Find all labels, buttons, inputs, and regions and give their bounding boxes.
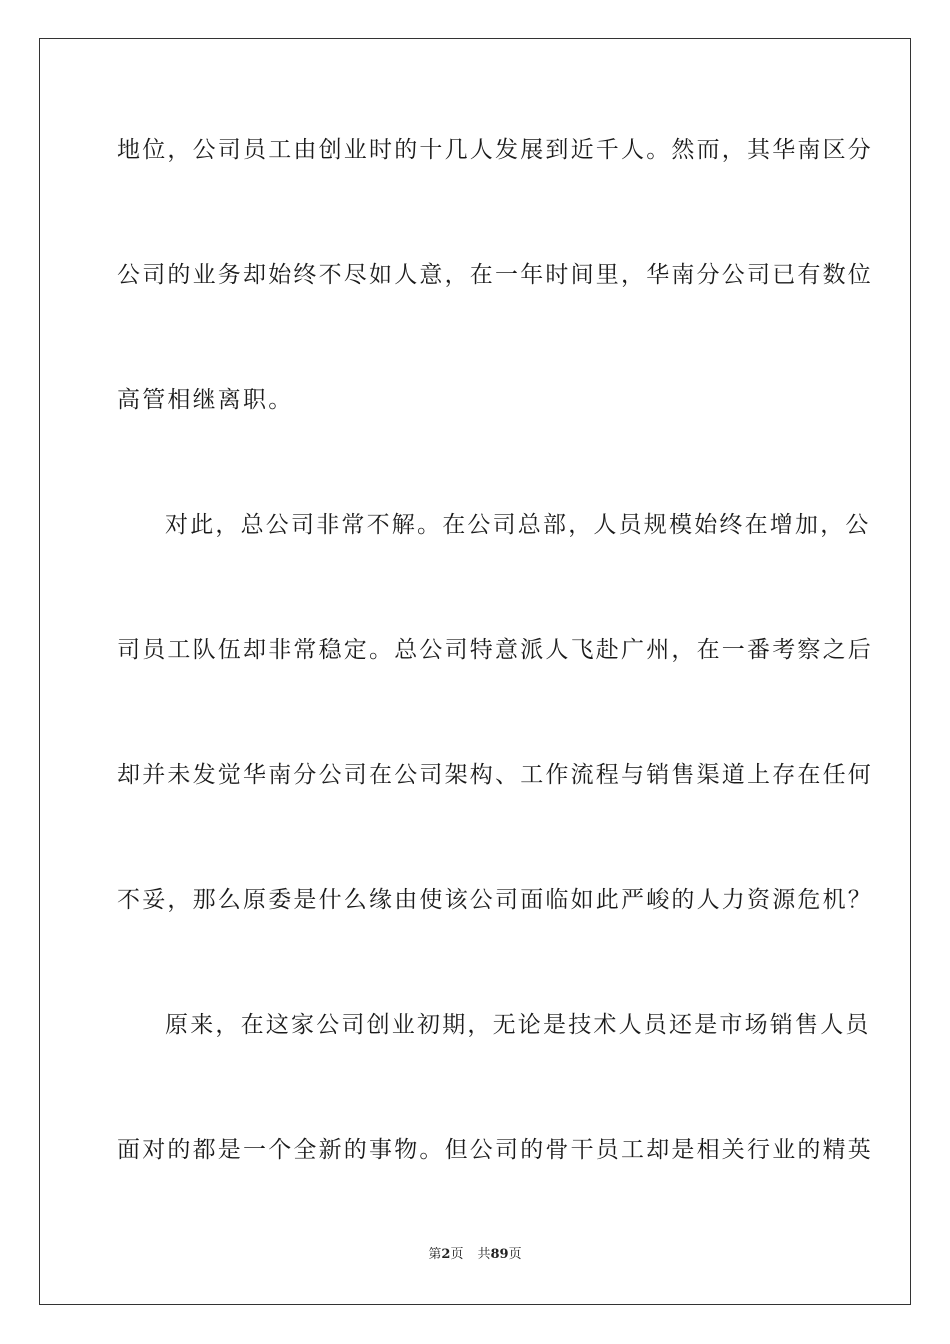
body-line-4: 对此，总公司非常不解。在公司总部，人员规模始终在增加，公 (165, 512, 871, 538)
page-number: 2 (441, 1247, 451, 1262)
body-line-7: 不妥，那么原委是什么缘由使该公司面临如此严峻的人力资源危机？ (117, 887, 873, 913)
total-prefix: 共 (477, 1247, 491, 1262)
body-line-9: 面对的都是一个全新的事物。但公司的骨干员工却是相关行业的精英 (117, 1137, 873, 1163)
total-pages: 89 (490, 1247, 509, 1262)
total-suffix: 页 (508, 1247, 522, 1262)
body-line-8: 原来，在这家公司创业初期，无论是技术人员还是市场销售人员 (165, 1012, 871, 1038)
body-line-5: 司员工队伍却非常稳定。总公司特意派人飞赴广州，在一番考察之后 (117, 637, 873, 663)
page-suffix: 页 (450, 1247, 464, 1262)
body-line-3: 高管相继离职。 (117, 387, 294, 413)
page-border (39, 38, 911, 1305)
body-line-1: 地位，公司员工由创业时的十几人发展到近千人。然而，其华南区分 (117, 137, 873, 163)
body-line-6: 却并未发觉华南分公司在公司架构、工作流程与销售渠道上存在任何 (117, 762, 873, 788)
page-footer (0, 1246, 950, 1264)
body-line-2: 公司的业务却始终不尽如人意，在一年时间里，华南分公司已有数位 (117, 262, 873, 288)
page-prefix: 第 (428, 1247, 442, 1262)
